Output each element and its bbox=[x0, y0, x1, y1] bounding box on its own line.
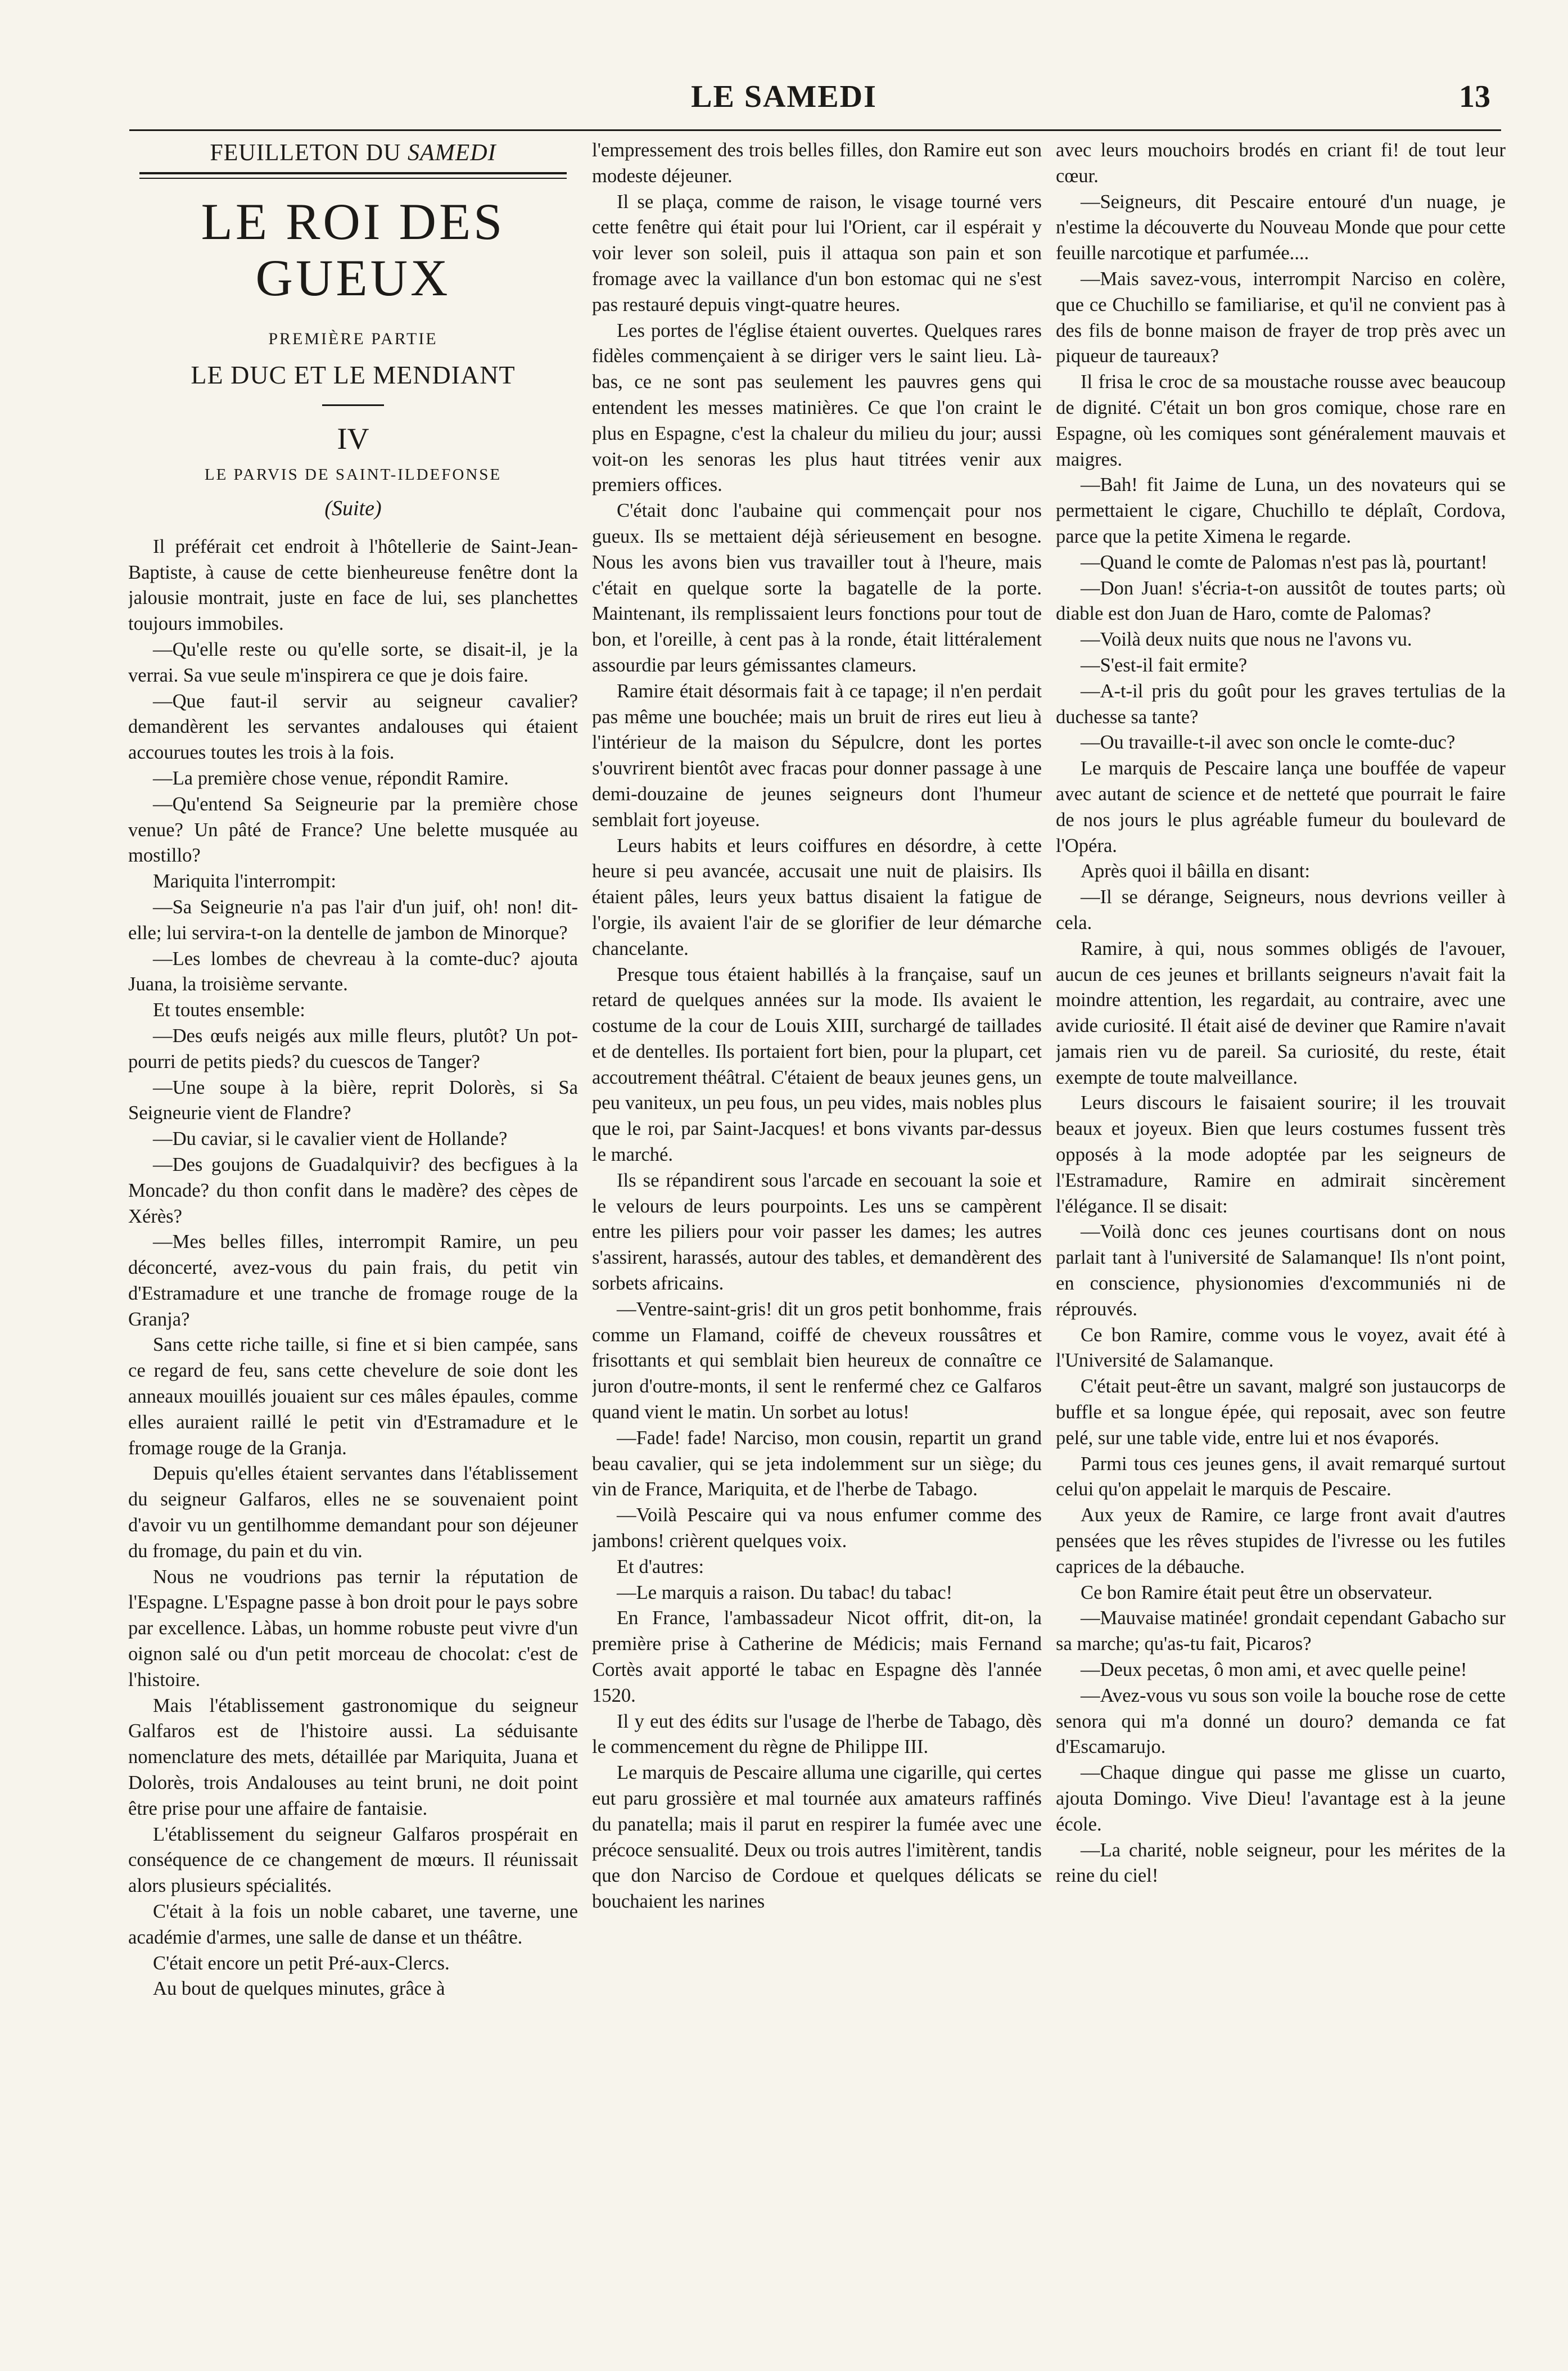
paragraph: —Mais savez-vous, interrompit Narciso en colère, que ce Chuchillo se familiarise, et qu'il ne convient pas à des fils de bonne maison de frayer de trop près avec un piqueur de taureaux? bbox=[1056, 268, 1506, 367]
paragraph: —La charité, noble seigneur, pour les mérites de la reine du ciel! bbox=[1056, 1839, 1506, 1887]
paragraph: Aux yeux de Ramire, ce large front avait d'autres pensées que les rêves stupides de l'ivresse ou les futiles caprices de la débauche. bbox=[1056, 1504, 1506, 1577]
paragraph: Presque tous étaient habillés à la française, sauf un retard de quelques années sur la mode. Ils avaient le costume de la cour de Louis XIII, surchargé de taillades et de dentelles. Ils portaient fort bien, pour la plupart, cet accoutrement théâtral. C'étaient de beaux jeunes gens, un peu vaniteux, un peu fous, un peu vides, mais nobles plus que le roi, par Saint-Jacques! et bons vivants par-dessus le marché. bbox=[592, 963, 1042, 1166]
paragraph: —S'est-il fait ermite? bbox=[1081, 654, 1248, 676]
paragraph: C'était encore un petit Pré-aux-Clercs. bbox=[153, 1952, 450, 1974]
paragraph: —Le marquis a raison. Du tabac! du tabac! bbox=[617, 1581, 953, 1603]
paragraph: —Une soupe à la bière, reprit Dolorès, si Sa Seigneurie vient de Flandre? bbox=[128, 1076, 578, 1124]
paragraph: —Du caviar, si le cavalier vient de Hollande? bbox=[153, 1128, 508, 1150]
feuilleton-heading bbox=[128, 141, 578, 166]
paragraph: —Bah! fit Jaime de Luna, un des novateurs qui se permettaient le cigare, Chuchillo te déplaît, Cordova, parce que la petite Ximena le regarde. bbox=[1056, 474, 1506, 547]
paragraph: —Mes belles filles, interrompit Ramire, un peu déconcerté, avez-vous du pain frais, du petit vin d'Estramadure et une tranche de fromage rouge de la Granja? bbox=[128, 1231, 578, 1330]
paragraph: Mais l'établissement gastronomique du seigneur Galfaros est de l'histoire aussi. La séduisante nomenclature des mets, détaillée par Mariquita, Juana et Dolorès, trois Andalouses au teint bruni, ne doit point être prise pour une affaire de fantaisie. bbox=[128, 1694, 578, 1819]
feuilleton-journal: SAMEDI bbox=[407, 141, 496, 166]
paragraph: —Avez-vous vu sous son voile la bouche rose de cette senora qui m'a donné un douro? demanda ce fat d'Escamarujo. bbox=[1056, 1684, 1506, 1758]
paragraph: Après quoi il bâilla en disant: bbox=[1081, 860, 1311, 882]
paragraph: —Voilà donc ces jeunes courtisans dont on nous parlait tant à l'université de Salamanque! Ils n'ont point, en conscience, physionomies d'excommuniés ni de réprouvés. bbox=[1056, 1221, 1506, 1320]
column-2 bbox=[592, 138, 1042, 2331]
paragraph: —Seigneurs, dit Pescaire entouré d'un nuage, je n'estime la découverte du Nouveau Monde que pour cette feuille narcotique et parfumée.... bbox=[1056, 191, 1506, 264]
paragraph: C'était à la fois un noble cabaret, une taverne, une académie d'armes, une salle de danse et un théâtre. bbox=[128, 1901, 578, 1948]
novel-title: LE ROI DES GUEUX bbox=[201, 192, 505, 306]
header-rule bbox=[129, 129, 1501, 131]
paragraph: —Des goujons de Guadalquivir? des becfigues à la Moncade? du thon confit dans le madère? des cèpes de Xérès? bbox=[128, 1153, 578, 1227]
paragraph: Il préférait cet endroit à l'hôtellerie de Saint-Jean-Baptiste, à cause de cette bienheureuse fenêtre dont la jalousie montrait, juste en face de lui, ses planchettes toujours immobiles. bbox=[128, 535, 578, 635]
paragraph: l'empressement des trois belles filles, don Ramire eut son modeste déjeuner. bbox=[592, 139, 1042, 187]
paragraph: —A-t-il pris du goût pour les graves tertulias de la duchesse sa tante? bbox=[1056, 680, 1506, 728]
paragraph: —Quand le comte de Palomas n'est pas là, pourtant! bbox=[1081, 551, 1488, 573]
continued-note: (Suite) bbox=[324, 496, 382, 520]
paragraph: Leurs discours le faisaient sourire; il les trouvait beaux et joyeux. Bien que leurs costumes fussent très opposés à la mode adoptée par les seigneurs de l'Estramadure, Ramire en admirait sincèrement l'élégance. Il se disait: bbox=[1056, 1092, 1506, 1217]
paragraph: Depuis qu'elles étaient servantes dans l'établissement du seigneur Galfaros, elles ne se souvenaient point d'avoir vu un gentilhomme demandant pour son déjeuner du fromage, du pain et du vin. bbox=[128, 1463, 578, 1562]
paragraph: —Qu'entend Sa Seigneurie par la première chose venue? Un pâté de France? Une belette musquée au mostillo? bbox=[128, 793, 578, 867]
paragraph: —Ventre-saint-gris! dit un gros petit bonhomme, frais comme un Flamand, coiffé de cheveux roussâtres et frisottants et qui semblait bien heureux de connaître ce juron d'outre-monts, il sent le renfermé chez ce Galfaros quand vient le matin. Un sorbet au lotus! bbox=[592, 1298, 1042, 1423]
paragraph: —Sa Seigneurie n'a pas l'air d'un juif, oh! non! dit-elle; lui servira-t-on la dentelle de jambon de Minorque? bbox=[128, 896, 578, 944]
paragraph: Ramire était désormais fait à ce tapage; il n'en perdait pas même une bouchée; mais un bruit de rires eut lieu à l'intérieur de la maison du Sépulcre, dont les portes s'ouvrirent bientôt avec fracas pour donner passage à une demi-douzaine de jeunes seigneurs dont l'humeur semblait fort joyeuse. bbox=[592, 680, 1042, 831]
paragraph: Sans cette riche taille, si fine et si bien campée, sans ce regard de feu, sans cette chevelure de soie dont les anneaux mouillés jouaient sur ces mâles épaules, comme elles auraient raillé le petit vin d'Estramadure et le fromage rouge de la Granja. bbox=[128, 1334, 578, 1459]
title-rule-thin bbox=[139, 178, 567, 179]
paragraph: Le marquis de Pescaire alluma une cigarille, qui certes eut paru grossière et mal tournée aux amateurs raffinés du panatella; mais il parut en respirer la fumée avec une précoce sensualité. Deux ou trois autres l'imitèrent, tandis que don Narciso de Cordoue et quelques délicats se bouchaient les narines bbox=[592, 1762, 1042, 1913]
paragraph: —Les lombes de chevreau à la comte-duc? ajouta Juana, la troisième servante. bbox=[128, 948, 578, 995]
column-1-text bbox=[128, 534, 578, 2002]
paragraph: C'était donc l'aubaine qui commençait pour nos gueux. Ils se mettaient déjà sérieusement en besogne. Nous les avons bien vus travailler tout à l'heure, mais c'était en quelque sorte la bagatelle de la porte. Maintenant, ils remplissaient leurs fonctions pour tout de bon, et l'oreille, à cent pas à la ronde, était littéralement assourdie par leurs gémissantes clameurs. bbox=[592, 500, 1042, 676]
paragraph: C'était peut-être un savant, malgré son justaucorps de buffle et sa longue épée, qui reposait, avec son feutre pelé, sur une table vide, entre lui et nos évaporés. bbox=[1056, 1376, 1506, 1449]
paragraph: —Don Juan! s'écria-t-on aussitôt de toutes parts; où diable est don Juan de Haro, comte de Palomas? bbox=[1056, 577, 1506, 625]
paragraph: —Qu'elle reste ou qu'elle sorte, se disait-il, je la verrai. Sa vue seule m'inspirera ce que je dois faire. bbox=[128, 638, 578, 686]
paragraph: —Que faut-il servir au seigneur cavalier? demandèrent les servantes andalouses qui étaient accourues toutes les trois à la fois. bbox=[128, 690, 578, 764]
paragraph: —Mauvaise matinée! grondait cependant Gabacho sur sa marche; qu'as-tu fait, Picaros? bbox=[1056, 1607, 1506, 1655]
column-1 bbox=[128, 141, 578, 2334]
paragraph: Et toutes ensemble: bbox=[153, 999, 305, 1021]
paragraph: —La première chose venue, répondit Ramire. bbox=[153, 767, 509, 789]
paragraph: —Voilà Pescaire qui va nous enfumer comme des jambons! crièrent quelques voix. bbox=[592, 1504, 1042, 1552]
running-head bbox=[0, 79, 1568, 118]
paragraph: Les portes de l'église étaient ouvertes. Quelques rares fidèles commençaient à se diriger vers le saint lieu. Là-bas, ce ne sont pas seulement les pauvres gens qui entendent les messes matinières. Ce que l'on craint le plus en Espagne, c'est la chaleur du milieu du jour; aussi voit-on les senoras les plus haut titrées venir aux premiers offices. bbox=[592, 319, 1042, 496]
paragraph: Ils se répandirent sous l'arcade en secouant la soie et le velours de leurs pourpoints. Les uns se campèrent entre les piliers pour voir passer les dames; les autres s'assirent, harassés, autour des tables, et demandèrent des sorbets africains. bbox=[592, 1169, 1042, 1295]
paragraph: Ramire, à qui, nous sommes obligés de l'avouer, aucun de ces jeunes et brillants seigneurs n'avait fait la moindre attention, les regardait, au contraire, avec une avide curiosité. Il était aisé de deviner que Ramire n'avait jamais rien vu de pareil. Sa curiosité, du reste, était exempte de toute malveillance. bbox=[1056, 937, 1506, 1088]
paragraph: Il y eut des édits sur l'usage de l'herbe de Tabago, dès le commencement du règne de Philippe III. bbox=[592, 1710, 1042, 1758]
paragraph: avec leurs mouchoirs brodés en criant fi! de tout leur cœur. bbox=[1056, 139, 1506, 187]
paragraph: Et d'autres: bbox=[617, 1556, 704, 1577]
paragraph: En France, l'ambassadeur Nicot offrit, dit-on, la première prise à Catherine de Médicis; mais Fernand Cortès avait apporté le tabac en Espagne dès l'année 1520. bbox=[592, 1607, 1042, 1706]
paragraph: —Chaque dingue qui passe me glisse un cuarto, ajouta Domingo. Vive Dieu! l'avantage est à la jeune école. bbox=[1056, 1762, 1506, 1835]
chapter-number: IV bbox=[337, 422, 369, 456]
paragraph: Leurs habits et leurs coiffures en désordre, à cette heure si peu avancée, accusait une nuit de plaisirs. Ils étaient pâles, leurs yeux battus disaient la fatigue de l'orgie, ils avaient l'air de se glorifier de leur démarche chancelante. bbox=[592, 835, 1042, 959]
paragraph: —Il se dérange, Seigneurs, nous devrions veiller à cela. bbox=[1056, 886, 1506, 934]
chapter-title: LE PARVIS DE SAINT-ILDEFONSE bbox=[204, 466, 502, 484]
paragraph: Parmi tous ces jeunes gens, il avait remarqué surtout celui qu'on appelait le marquis de Pescaire. bbox=[1056, 1453, 1506, 1500]
paragraph: Au bout de quelques minutes, grâce à bbox=[153, 1978, 445, 2000]
paragraph: Nous ne voudrions pas ternir la réputation de l'Espagne. L'Espagne passe à bon droit pour le pays sobre par excellence. Làbas, un homme robuste peut vivre d'un oignon salé ou d'un petit morceau de chocolat: c'est de l'histoire. bbox=[128, 1566, 578, 1691]
column-3 bbox=[1056, 138, 1506, 2331]
paragraph: Le marquis de Pescaire lança une bouffée de vapeur avec autant de science et de netteté que pourrait le faire de nos jours le plus agréable fumeur du boulevard de l'Opéra. bbox=[1056, 758, 1506, 857]
paragraph: Mariquita l'interrompit: bbox=[153, 871, 337, 892]
paragraph: —Fade! fade! Narciso, mon cousin, repartit un grand beau cavalier, qui se jeta indolemment sur un siège; du vin de France, Mariquita, et de l'herbe de Tabago. bbox=[592, 1427, 1042, 1500]
feuilleton-prefix: FEUILLETON DU bbox=[210, 141, 408, 166]
journal-name: LE SAMEDI bbox=[691, 79, 877, 114]
part-title: LE DUC ET LE MENDIANT bbox=[191, 360, 516, 389]
title-rule-thick bbox=[139, 172, 567, 174]
paragraph: Ce bon Ramire, comme vous le voyez, avait été à l'Université de Salamanque. bbox=[1056, 1324, 1506, 1372]
paragraph: —Deux pecetas, ô mon ami, et avec quelle peine! bbox=[1081, 1659, 1467, 1681]
paragraph: Ce bon Ramire était peut être un observateur. bbox=[1081, 1581, 1433, 1603]
part-label: PREMIÈRE PARTIE bbox=[268, 329, 438, 348]
paragraph: Il frisa le croc de sa moustache rousse avec beaucoup de dignité. C'était un bon gros comique, chose rare en Espagne, où les comiques sont généralement mauvais et maigres. bbox=[1056, 371, 1506, 470]
paragraph: L'établissement du seigneur Galfaros prospérait en conséquence de ce changement de mœurs. Il réunissait alors plusieurs spécialités. bbox=[128, 1823, 578, 1897]
page-number: 13 bbox=[1459, 79, 1490, 114]
section-rule bbox=[322, 404, 384, 406]
paragraph: —Ou travaille-t-il avec son oncle le comte-duc? bbox=[1081, 732, 1456, 754]
paragraph: —Des œufs neigés aux mille fleurs, plutôt? Un pot-pourri de petits pieds? du cuescos de Tanger? bbox=[128, 1025, 578, 1072]
paragraph: Il se plaça, comme de raison, le visage tourné vers cette fenêtre qui était pour lui l'Orient, car il espérait y voir lever son soleil, puis il attaqua son pain et son fromage avec la vaillance d'un bon estomac qui ne s'est pas restauré depuis vingt-quatre heures. bbox=[592, 191, 1042, 315]
paragraph: —Voilà deux nuits que nous ne l'avons vu. bbox=[1081, 629, 1412, 651]
